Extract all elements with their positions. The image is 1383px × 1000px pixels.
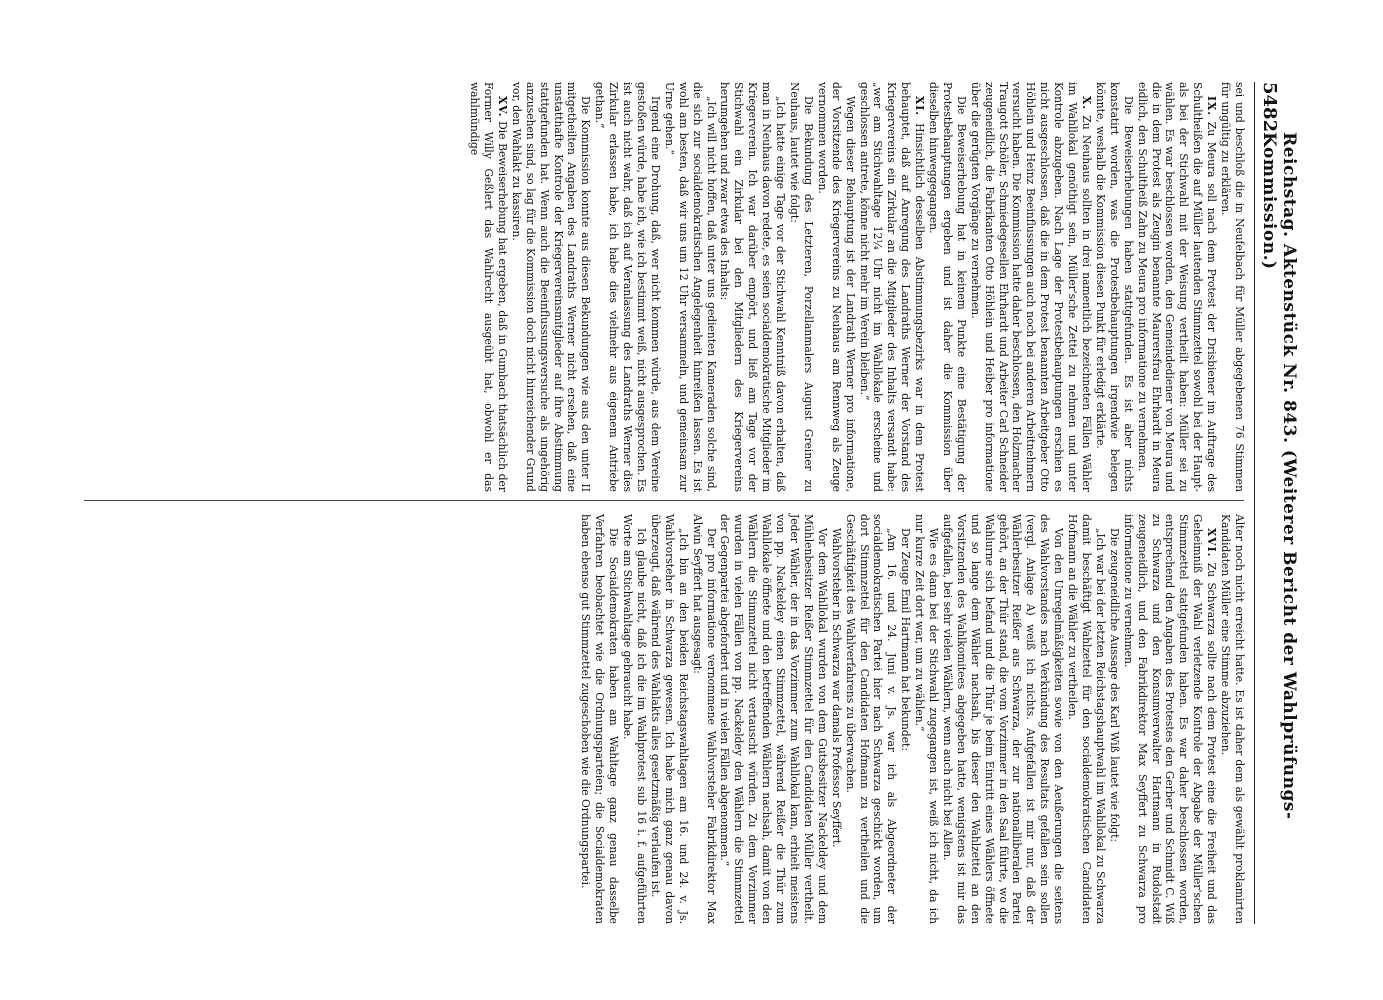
- section-number: XVI.: [1205, 528, 1219, 558]
- paragraph-text: „Ich war bei der letzten Reichstagshauptwahl im Wahllokal zu Schwarza damit beschäftigt Wahlzettel für den socialdemokratischen Candidaten Hofmann an die Wähler zu vertheilen.: [1066, 514, 1107, 924]
- paragraph-text: Irgend eine Drohung, daß, wer nicht kommen würde, aus dem Vereine gestoßen würde, habe ich, wie ich bestimmt weiß, nicht ausgesprochen. Es ist auch nicht wahr, daß ich auf Veranlassung des Landraths Werner dies Zirkular erlassen habe, ich habe dies vielmehr aus eigenem Antriebe gethan.“: [593, 82, 662, 492]
- paragraph: [857, 82, 927, 492]
- paragraph: [579, 514, 621, 924]
- paragraph: [829, 514, 843, 924]
- paragraph-text: Die zeugeneidliche Aussage des Karl Wiß lautet wie folgt:: [1107, 528, 1121, 843]
- paragraph-text: Vor dem Wahllokal wurden von dem Gutsbesitzer Nackeldey und dem Mühlenbesitzer Reißer Stimmzettel für den Candidaten Müller vertheilt. Jeder Wähler, der in das Vorzimmer zum Wahllokal kam, erhielt meistens von pp. Nackeldey einen Stimmzettel, während Reißer die Thür zum Wahllokale öffnete und den betreffenden Wählern nachsah, damit von den Wählern die Stimmzettel nicht vertauscht würden. Zu dem Vorzimmer wurden in vielen Fällen von pp. Nackeldey den Wählern die Stimmzettel der Gegenpartei abgefordert und in vielen Fällen abgenommen.“: [718, 514, 829, 924]
- paragraph-text: „Ich will nicht hoffen, daß unter uns gedienten Kameraden solche sind, die sich zur socialdemokratischen Angelegenheit hinreißen lassen. Es ist wohl am besten, daß wir uns um 12 Uhr versammeln, und gemeinsam zur Urne gehen.“: [662, 82, 718, 492]
- paragraph-text: Die Kommission konnte aus diesen Bekundungen wie aus den unter II mitgetheilten Angaben des Landraths Werner nicht ersehen, daß eine unstatthafte Kontrole der Kriegervereinsmitglieder auf ihre Abstimmung stattgefunden hat. Wenn auch die Beeinflussungsversuche als ungehörig anzusehen sind, so lag für die Kommission doch nicht hinreichender Grund vor, den Wahlakt zu kassiren.: [509, 82, 593, 492]
- paragraph: [843, 514, 899, 924]
- paragraph-text: Die Beweiserhebung hat in keinem Punkte eine Bestätigung der Protestbehauptungen ergeben und ist daher die Kommission über dieselben hinweggegangen.: [927, 82, 968, 492]
- section-number: XV.: [495, 96, 509, 118]
- page-title: Reichstag. Aktenstück Nr. 843. (Weiterer Bericht der Wahlprüfungs-Kommission.): [1259, 132, 1299, 820]
- paragraph: [1121, 514, 1218, 924]
- paragraph: [815, 82, 857, 492]
- paragraph-text: „Ich bin an den beiden Reichstagswahltagen am 16. und 24. v. Js. Wahlvorsteher in Schwarza gewesen. Ich habe mich ganz genau davon überzeugt, daß während des Wahlakts alles gesetzmäßig verlaufen ist.: [648, 514, 690, 924]
- paragraph-text: Wie es dann bei der Stichwahl zugegangen ist, weiß ich nicht, da ich nur kurze Zeit dort war, um zu wählen.“: [913, 514, 941, 924]
- paragraph-text: „Ich hatte einige Tage vor der Stichwahl Kenntniß davon erhalten, daß man in Neuhaus davon redete, es seien socialdemokratische Mitglieder im Kriegerverein. Ich war darüber empört, und ließ am Tage vor der Stichwahl ein Zirkular bei den Mitgliedern des Kriegervereins herumgehen und zwar etwa des Inhalts:: [718, 82, 788, 492]
- paragraph-text: Ich glaube nicht, daß ich die im Wahlprotest sub 16 i. f. aufgeführten Worte am Stichwahltage gebraucht habe.: [621, 514, 649, 924]
- paragraph-text: Alter noch nicht erreicht hatte. Es ist daher dem als gewählt proklamirten Kandidaten Müller eine Stimme abzuziehen.: [1219, 514, 1246, 924]
- paragraph-text: Hinsichtlich desselben Abstimmungsbezirks war in dem Protest behauptet, daß auf Anregung des Landraths Werner der Vorstand des Kriegervereins ein Zirkular an die Mitglieder des Inhalts versandt habe: „wer am Stichwahltage 12¼ Uhr nicht im Wahllokale erscheine und geschlossen antrete, könne nicht mehr im Verein bleiben.“: [857, 82, 927, 492]
- paragraph-text: Die Bekundung des Letzteren, Porzellanmalers August Greiner zu Neuhaus, lautet wie folgt:: [788, 82, 815, 492]
- paragraph: [1218, 82, 1246, 492]
- paragraph-text: Der Zeuge Emil Hartmann hat bekundet:: [899, 528, 913, 751]
- section-number: IX.: [1205, 96, 1219, 117]
- paragraph: [787, 82, 815, 492]
- paragraph-text: Wegen dieser Behauptung ist der Landrath Werner pro informatione, der Vorsitzende des Kriegervereins zu Neuhaus am Rennweg als Zeuge vernommen worden.: [815, 82, 857, 492]
- page-number: 5482: [1259, 82, 1280, 133]
- paragraph: [509, 82, 592, 492]
- paragraph: [718, 514, 829, 924]
- right-column: [579, 514, 1247, 924]
- paragraph-text: Zu Schwarza sollte nach dem Protest eine die Freiheit und das Geheimniß der Wahl verletzende Kontrole der Abgabe der Müller'schen Stimmzettel stattgefunden haben. Es war daher beschlossen worden, entsprechend den Angaben des Protestes den Gerber und Schmidt C. Wiß zu Schwarza und den Konsumverwalter Hartmann in Rudolstadt zeugeneidlich, und den Fabrikdirektor Max Seyffert zu Schwarza pro informatione zu vernehmen.: [1121, 514, 1219, 924]
- paragraph: [690, 514, 718, 924]
- paragraph: [1107, 514, 1121, 924]
- paragraph: [912, 514, 940, 924]
- paragraph: [1135, 82, 1218, 492]
- left-column: [467, 82, 1246, 492]
- page-header: [1254, 82, 1299, 924]
- paragraph: [940, 514, 1065, 924]
- paragraph: [648, 514, 690, 924]
- paragraph: [1093, 82, 1135, 492]
- paragraph-text: Wahlvorsteher in Schwarza war damals Professor Seyffert.: [829, 528, 843, 848]
- paragraph: [926, 82, 968, 492]
- paragraph: [467, 82, 509, 492]
- paragraph: [1065, 514, 1107, 924]
- paragraph: [620, 514, 648, 924]
- paragraph-text: Zu Meura soll nach dem Protest der Drisbiener im Auftrage des Schultheißen die auf Müller lautenden Stimmzettel sowohl bei der Haupt- als bei der Stichwahl mit der Weisung vertheilt haben: Müller sei zu wählen. Es war beschlossen worden, den Gemeindediener von Meura und die in dem Protest als Zeugin benannte Maurersfrau Ehrhardt in Meura eidlich, den Schultheiß Zahn zu Meura pro informatione zu vernehmen.: [1135, 82, 1219, 493]
- paragraph-text: Zu Neuhaus sollten in drei namentlich bezeichneten Fällen Wähler im Wahllokal genöthigt sein, Müller'sche Zettel zu nehmen und unter Kontrole abzugeben. Nach Lage der Protestbehauptungen erschien es nicht ausgeschlossen, daß die in dem Protest benannten Arbeitgeber Otto Höhlein und Heinz Beeinflussungen auch noch bei anderen Arbeitnehmern versucht haben. Die Kommission hatte daher beschlossen, den Holzmacher Traugott Schöler, Schmiedegesellen Ehrhardt und Arbeiter Carl Schneider zeugeneidlich, die Fabrikanten Otto Höhlein und Heiber pro informatione über die gerügten Vorgänge zu vernehmen.: [968, 82, 1094, 492]
- paragraph-text: Der pro informatione vernommene Wahlvorsteher Fabrikdirektor Max Alwin Seyffert hat ausgesagt:: [690, 514, 718, 924]
- paragraph-text: Die Beweiserhebungen haben stattgefunden. Es ist aber nichts konstatirt worden, was die Protestbehauptungen irgendwie belegen könnte, weshalb die Kommission diesen Punkt für erledigt erklärte.: [1093, 82, 1135, 492]
- column-divider: [84, 500, 1244, 501]
- section-number: XI.: [913, 96, 927, 117]
- paragraph-text: „Am 16. und 24. Juni v. Js. war ich als Abgeordneter der socialdemokratischen Partei hier nach Schwarza geschickt worden, um dort Stimmzettel für den Candidaten Hofmann zu vertheilen und die Geschäftigkeit des Wahlverfahrens zu überwachen.: [843, 514, 899, 924]
- paragraph: [968, 82, 1093, 492]
- paragraph: [718, 82, 788, 492]
- paragraph-text: Die Beweiserhebung hat ergeben, daß in Gumbach thatsächlich der Former Willy Geßlert das Wahlrecht ausgeübt hat, obwohl er das wahlmündige: [468, 82, 509, 492]
- section-number: X.: [1080, 96, 1094, 111]
- paragraph-text: Von den Unregelmäßigkeiten sowie von den Aeußerungen die seitens des Wahlvorstandes nach Verkündung des Resultats gefallen sein sollen (vergl. Anlage A) weiß ich nichts. Aufgefallen ist mir nur, daß der Wählerbesitzer Reißer aus Schwarza, der zur nationalliberalen Partei gehört, an der Thür stand, die vom Vorzimmer in den Saal führte, wo die Wahlurne sich befand und die Thür je beim Eintritt eines Wählers öffnete und so lange dem Wähler nachsah, bis dieser den Wahlzettel an den Vorsitzenden des Wahlkomitees abgegeben hatte, wenigstens ist mir das aufgefallen, bei sehr vielen Wählern, wenn auch nicht bei Allen.: [940, 514, 1066, 924]
- paragraph-text: Die Socialdemokraten haben am Wahltage ganz genau dasselbe Verfahren beobachtet wie die Ordnungsparteien; die Socialdemokraten haben ebenso gut Stimmzettel zugeschoben wie die Ordnungspartei.: [579, 514, 621, 924]
- paragraph: [662, 82, 718, 492]
- paragraph: [898, 514, 912, 924]
- paragraph-text: sei und beschloß die in Neufelbach für Müller abgegebenen 76 Stimmen für ungültig zu erklären.: [1219, 82, 1246, 492]
- paragraph: [592, 82, 662, 492]
- paragraph: [1218, 514, 1246, 924]
